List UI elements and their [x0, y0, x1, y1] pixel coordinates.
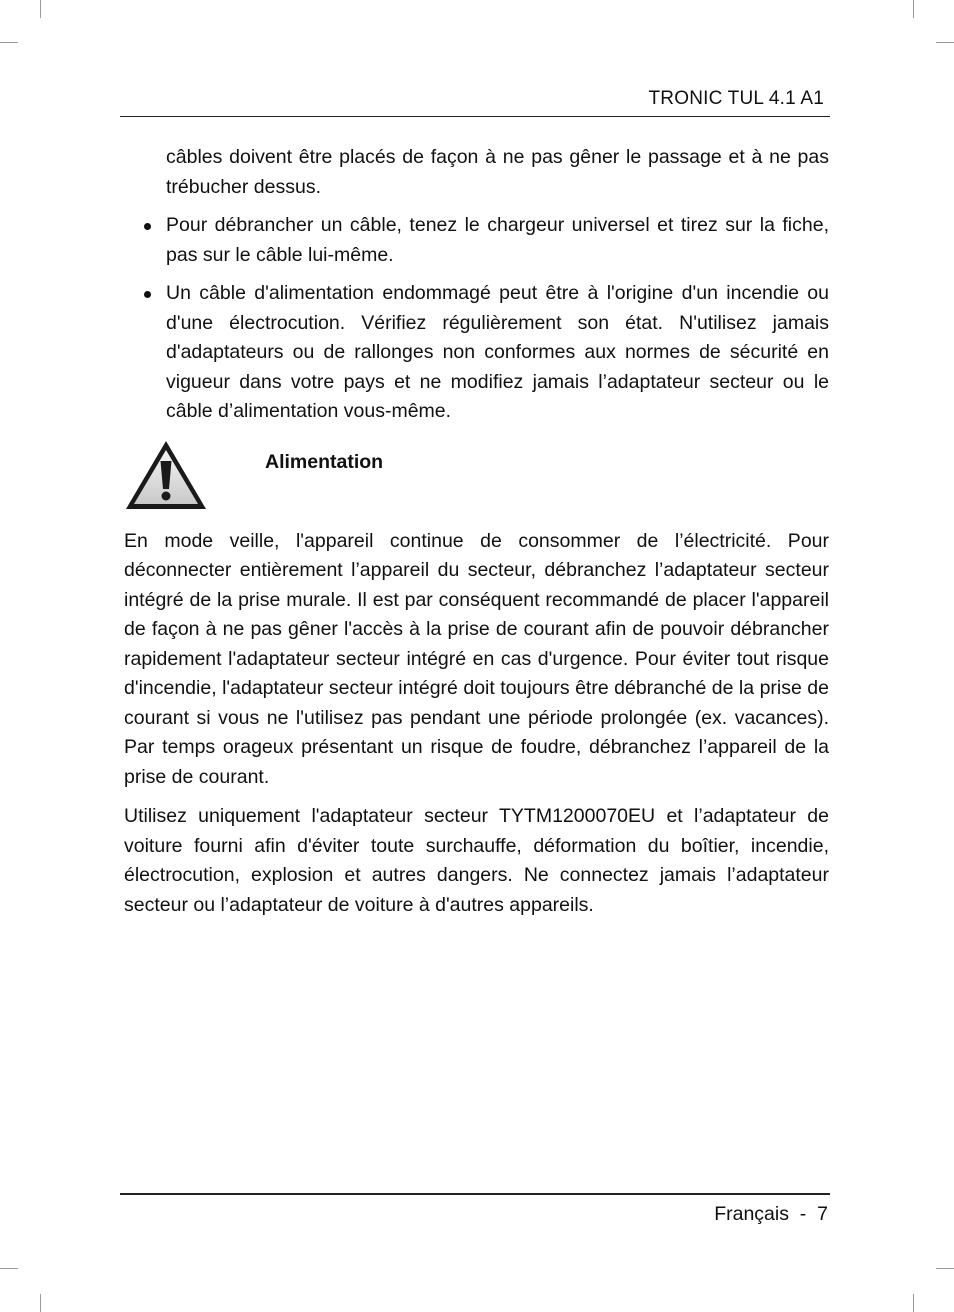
bullet-icon [144, 291, 151, 298]
crop-mark [0, 1268, 18, 1269]
crop-mark [913, 1294, 914, 1312]
header-title: TRONIC TUL 4.1 A1 [648, 88, 824, 109]
crop-mark [936, 1268, 954, 1269]
crop-mark [40, 1294, 41, 1312]
footer-rule [120, 1193, 830, 1195]
crop-mark [913, 0, 914, 18]
bullet-icon [144, 223, 151, 230]
continuation-text: câbles doivent être placés de façon à ne pas gêner le passage et à ne pas trébucher dessus. [166, 146, 829, 198]
bullet-text: Pour débrancher un câble, tenez le chargeur universel et tirez sur la fiche, pas sur le câble lui-même. [166, 214, 829, 266]
bullet-item [124, 211, 829, 270]
bullet-item [124, 279, 829, 427]
crop-mark [936, 42, 954, 43]
crop-mark [40, 0, 41, 18]
warning-triangle-icon [124, 439, 208, 511]
bullet-text: Un câble d'alimentation endommagé peut être à l'origine d'un incendie ou d'une électrocution. Vérifiez régulièrement son état. N'utilisez jamais d'adaptateurs ou de rallonges non conformes aux normes de sécurité en vigueur dans votre pays et ne modifiez jamais l’adaptateur secteur ou le câble d’alimentation vous-même. [166, 282, 829, 422]
crop-mark [0, 42, 18, 43]
page-header [120, 86, 830, 117]
section-heading: Alimentation [265, 450, 384, 473]
page-content [124, 143, 829, 920]
body-paragraph: Utilisez uniquement l'adaptateur secteur TYTM1200070EU et l’adaptateur de voiture fourni afin d'éviter toute surchauffe, déformation du boîtier, incendie, électrocution, explosion et autres dangers. Ne connectez jamais l’adaptateur secteur ou l’adaptateur de voiture à d'autres appareils. [124, 805, 829, 916]
body-paragraph: En mode veille, l'appareil continue de consommer de l’électricité. Pour déconnecter entièrement l’appareil du secteur, débranchez l’adaptateur secteur intégré de la prise murale. Il est par conséquent recommandé de placer l'appareil de façon à ne pas gêner l'accès à la prise de courant afin de pouvoir débrancher rapidement l'adaptateur secteur intégré en cas d'urgence. Pour éviter tout risque d'incendie, l'adaptateur secteur intégré doit toujours être débranché de la prise de courant si vous ne l'utilisez pas pendant une période prolongée (ex. vacances). Par temps orageux présentant un risque de foudre, débranchez l’appareil de la prise de courant. [124, 529, 829, 788]
page-number: Français - 7 [714, 1203, 828, 1225]
warning-section [124, 435, 829, 521]
